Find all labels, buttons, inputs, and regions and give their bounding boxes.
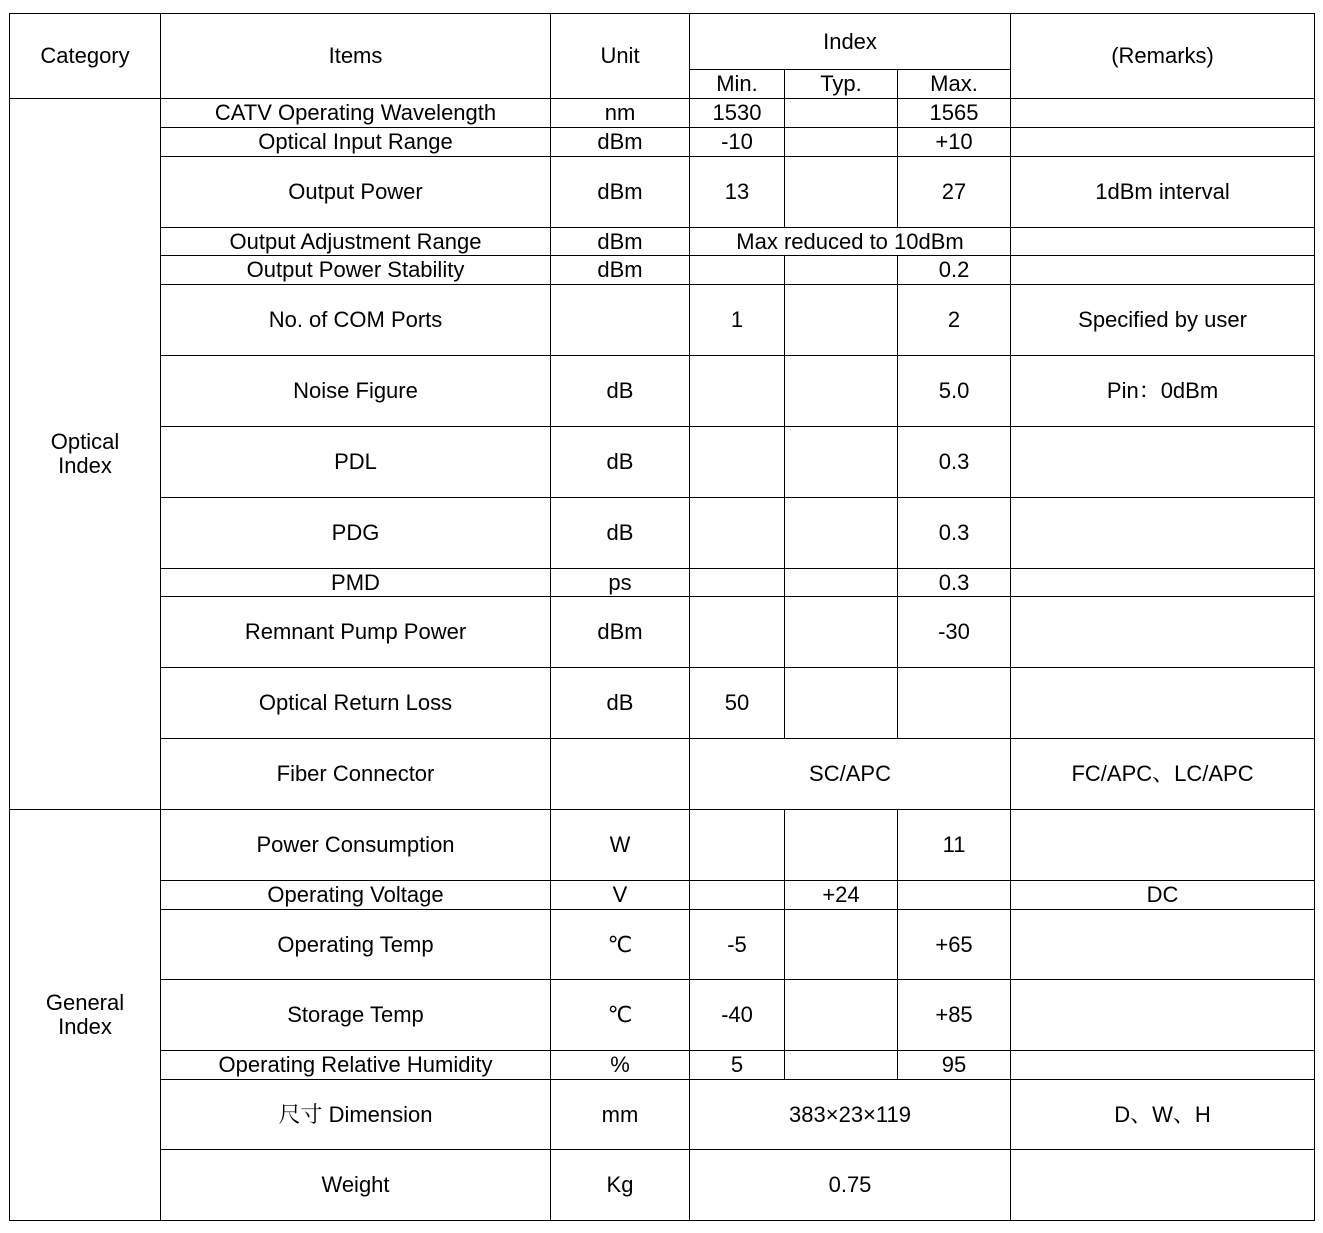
min-cell: -40 xyxy=(690,980,785,1051)
table-row xyxy=(10,128,1315,157)
table-row xyxy=(10,256,1315,285)
remarks-cell xyxy=(1011,228,1315,256)
typ-cell xyxy=(785,128,898,157)
unit-cell: ps xyxy=(551,569,690,597)
unit-cell: % xyxy=(551,1051,690,1080)
min-cell: 13 xyxy=(690,157,785,228)
min-cell xyxy=(690,597,785,668)
unit-cell: dBm xyxy=(551,128,690,157)
typ-cell xyxy=(785,597,898,668)
table-row xyxy=(10,1051,1315,1080)
min-cell: 1 xyxy=(690,285,785,356)
table-row xyxy=(10,498,1315,569)
min-cell: 1530 xyxy=(690,99,785,128)
max-cell: 1565 xyxy=(898,99,1011,128)
table-row xyxy=(10,739,1315,810)
max-cell: 0.3 xyxy=(898,427,1011,498)
item-cell: Operating Temp xyxy=(161,910,551,980)
table-row xyxy=(10,810,1315,881)
max-cell: +10 xyxy=(898,128,1011,157)
item-cell: CATV Operating Wavelength xyxy=(161,99,551,128)
table-row xyxy=(10,980,1315,1051)
item-cell: 尺寸 Dimension xyxy=(161,1080,551,1150)
table-row xyxy=(10,910,1315,980)
item-cell: Storage Temp xyxy=(161,980,551,1051)
remarks-cell xyxy=(1011,427,1315,498)
item-cell: Operating Relative Humidity xyxy=(161,1051,551,1080)
unit-cell xyxy=(551,739,690,810)
header-remarks: (Remarks) xyxy=(1011,14,1315,99)
typ-cell xyxy=(785,427,898,498)
optical-category-cell xyxy=(10,99,161,810)
remarks-cell xyxy=(1011,1051,1315,1080)
table-row xyxy=(10,285,1315,356)
item-cell: Fiber Connector xyxy=(161,739,551,810)
min-cell xyxy=(690,498,785,569)
remarks-cell xyxy=(1011,256,1315,285)
general-category-cell xyxy=(10,810,161,1221)
max-cell: 5.0 xyxy=(898,356,1011,427)
max-cell xyxy=(898,668,1011,739)
header-items: Items xyxy=(161,14,551,99)
remarks-cell: DC xyxy=(1011,881,1315,910)
spec-table xyxy=(9,13,1315,1221)
typ-cell xyxy=(785,157,898,228)
unit-cell: dB xyxy=(551,356,690,427)
typ-cell xyxy=(785,569,898,597)
item-cell: PMD xyxy=(161,569,551,597)
min-cell: -10 xyxy=(690,128,785,157)
min-cell xyxy=(690,881,785,910)
header-typ: Typ. xyxy=(785,70,898,99)
max-cell: 95 xyxy=(898,1051,1011,1080)
table-row xyxy=(10,1080,1315,1150)
typ-cell xyxy=(785,498,898,569)
max-cell: 2 xyxy=(898,285,1011,356)
item-cell: Output Adjustment Range xyxy=(161,228,551,256)
index-span-cell: Max reduced to 10dBm xyxy=(690,228,1011,256)
optical-category-line2: Index xyxy=(58,453,112,478)
max-cell xyxy=(898,881,1011,910)
unit-cell: dBm xyxy=(551,157,690,228)
header-category: Category xyxy=(10,14,161,99)
max-cell: +85 xyxy=(898,980,1011,1051)
typ-cell xyxy=(785,256,898,285)
typ-cell xyxy=(785,99,898,128)
item-cell: Weight xyxy=(161,1150,551,1221)
unit-cell: dBm xyxy=(551,228,690,256)
table-row xyxy=(10,881,1315,910)
min-cell xyxy=(690,427,785,498)
item-cell: Output Power Stability xyxy=(161,256,551,285)
index-span-cell: 0.75 xyxy=(690,1150,1011,1221)
remarks-cell: D、W、H xyxy=(1011,1080,1315,1150)
remarks-cell: Pin：0dBm xyxy=(1011,356,1315,427)
item-cell: PDL xyxy=(161,427,551,498)
min-cell xyxy=(690,356,785,427)
item-cell: No. of COM Ports xyxy=(161,285,551,356)
unit-cell: dB xyxy=(551,668,690,739)
max-cell: -30 xyxy=(898,597,1011,668)
remarks-cell: Specified by user xyxy=(1011,285,1315,356)
index-span-cell: 383×23×119 xyxy=(690,1080,1011,1150)
general-category-line1: General xyxy=(45,990,125,1015)
table-row xyxy=(10,597,1315,668)
unit-cell: mm xyxy=(551,1080,690,1150)
table-row xyxy=(10,157,1315,228)
item-cell: Remnant Pump Power xyxy=(161,597,551,668)
min-cell: -5 xyxy=(690,910,785,980)
max-cell: 0.2 xyxy=(898,256,1011,285)
remarks-cell xyxy=(1011,980,1315,1051)
index-span-cell: SC/APC xyxy=(690,739,1011,810)
table-row xyxy=(10,99,1315,128)
remarks-cell xyxy=(1011,569,1315,597)
table-row xyxy=(10,356,1315,427)
min-cell xyxy=(690,256,785,285)
max-cell: 11 xyxy=(898,810,1011,881)
unit-cell: V xyxy=(551,881,690,910)
remarks-cell xyxy=(1011,99,1315,128)
table-row xyxy=(10,1150,1315,1221)
table-row xyxy=(10,569,1315,597)
table-row xyxy=(10,228,1315,256)
typ-cell xyxy=(785,810,898,881)
typ-cell xyxy=(785,980,898,1051)
min-cell: 5 xyxy=(690,1051,785,1080)
remarks-cell xyxy=(1011,128,1315,157)
item-cell: Noise Figure xyxy=(161,356,551,427)
header-max: Max. xyxy=(898,70,1011,99)
item-cell: Optical Return Loss xyxy=(161,668,551,739)
unit-cell: W xyxy=(551,810,690,881)
unit-cell xyxy=(551,285,690,356)
general-category-line2: Index xyxy=(58,1014,112,1039)
remarks-cell xyxy=(1011,498,1315,569)
remarks-cell xyxy=(1011,810,1315,881)
optical-category-line1: Optical xyxy=(50,429,120,454)
unit-cell: dB xyxy=(551,427,690,498)
unit-cell: ℃ xyxy=(551,910,690,980)
max-cell: 27 xyxy=(898,157,1011,228)
min-cell xyxy=(690,810,785,881)
remarks-cell xyxy=(1011,668,1315,739)
typ-cell xyxy=(785,668,898,739)
typ-cell xyxy=(785,285,898,356)
unit-cell: dBm xyxy=(551,256,690,285)
min-cell: 50 xyxy=(690,668,785,739)
unit-cell: ℃ xyxy=(551,980,690,1051)
unit-cell: nm xyxy=(551,99,690,128)
typ-cell xyxy=(785,910,898,980)
header-unit: Unit xyxy=(551,14,690,99)
item-cell: Power Consumption xyxy=(161,810,551,881)
item-cell: Optical Input Range xyxy=(161,128,551,157)
table-row xyxy=(10,668,1315,739)
remarks-cell: 1dBm interval xyxy=(1011,157,1315,228)
remarks-cell xyxy=(1011,910,1315,980)
header-row xyxy=(10,14,1315,70)
item-cell: Operating Voltage xyxy=(161,881,551,910)
typ-cell: +24 xyxy=(785,881,898,910)
remarks-cell: FC/APC、LC/APC xyxy=(1011,739,1315,810)
min-cell xyxy=(690,569,785,597)
max-cell: 0.3 xyxy=(898,569,1011,597)
max-cell: 0.3 xyxy=(898,498,1011,569)
max-cell: +65 xyxy=(898,910,1011,980)
remarks-cell xyxy=(1011,597,1315,668)
unit-cell: dB xyxy=(551,498,690,569)
unit-cell: dBm xyxy=(551,597,690,668)
item-cell: Output Power xyxy=(161,157,551,228)
item-cell: PDG xyxy=(161,498,551,569)
remarks-cell xyxy=(1011,1150,1315,1221)
typ-cell xyxy=(785,1051,898,1080)
unit-cell: Kg xyxy=(551,1150,690,1221)
header-index: Index xyxy=(690,14,1011,70)
table-row xyxy=(10,427,1315,498)
header-min: Min. xyxy=(690,70,785,99)
typ-cell xyxy=(785,356,898,427)
